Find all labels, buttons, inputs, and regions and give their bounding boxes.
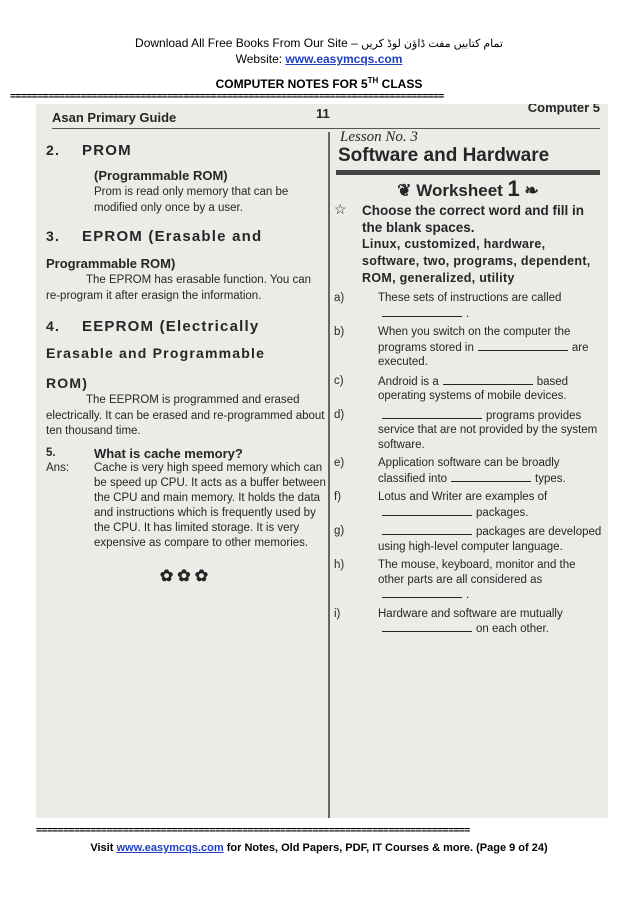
question-text-after: packages. bbox=[476, 506, 529, 519]
eeprom-heading-cont2: ROM) bbox=[46, 375, 89, 391]
q5-text: What is cache memory? bbox=[94, 445, 243, 461]
question-text-after: . bbox=[466, 589, 470, 601]
question-text bbox=[378, 558, 604, 603]
prom-subheading: (Programmable ROM) bbox=[94, 168, 228, 183]
question-text-before: Lotus and Writer are examples of bbox=[378, 491, 548, 503]
right-column bbox=[332, 130, 604, 637]
question-text-before: The mouse, keyboard, monitor and the other parts are all considered as bbox=[378, 559, 576, 586]
header-website-line bbox=[0, 52, 638, 66]
cache-question bbox=[46, 446, 326, 461]
question-letter: g) bbox=[334, 525, 345, 537]
section-ornament: ✿✿✿ bbox=[159, 567, 213, 585]
question-letter: f) bbox=[334, 491, 342, 503]
scanned-page bbox=[36, 104, 608, 818]
question-text bbox=[378, 291, 604, 321]
footer bbox=[0, 842, 638, 854]
question-text bbox=[378, 374, 604, 404]
question-text bbox=[378, 408, 604, 453]
question-text-after: programs provides service that are not provided by the system software. bbox=[378, 409, 598, 451]
question-text bbox=[378, 524, 604, 554]
title-underline bbox=[336, 170, 600, 175]
answer-blank bbox=[382, 621, 472, 632]
question-item bbox=[332, 374, 604, 404]
question-item bbox=[332, 558, 604, 603]
answer-label: Ans: bbox=[46, 461, 70, 474]
question-letter: d) bbox=[334, 408, 345, 421]
footer-visit: Visit bbox=[90, 842, 114, 854]
question-text-after: are executed. bbox=[378, 341, 589, 368]
answer-text: Cache is very high speed memory which can be speed up CPU. It acts as a buffer between the CPU and main memory. It holds the data and instructions which is frequently used by the CPU. It has limited storage. It is very expensive as compare to other memories. bbox=[94, 461, 326, 549]
lesson-number: Lesson No. 3 bbox=[340, 129, 418, 145]
header-download-text: Download All Free Books From Our Site – bbox=[135, 36, 358, 50]
question-item bbox=[332, 524, 604, 554]
eeprom-heading-cont: Erasable and Programmable bbox=[46, 345, 266, 361]
question-text-before: These sets of instructions are called bbox=[378, 292, 562, 304]
left-column bbox=[46, 140, 326, 584]
question-text-before: Android is a bbox=[378, 375, 439, 388]
footer-link[interactable]: www.easymcqs.com bbox=[116, 842, 224, 854]
answer-blank bbox=[443, 374, 533, 385]
word-bank bbox=[332, 236, 604, 287]
answer-blank bbox=[382, 587, 462, 598]
question-text-after: . bbox=[466, 307, 470, 320]
header-download-line bbox=[0, 36, 638, 50]
footer-text: for Notes, Old Papers, PDF, IT Courses & more. (Page 9 of 24) bbox=[226, 842, 548, 854]
website-link[interactable]: www.easymcqs.com bbox=[285, 52, 403, 66]
website-label: Website: bbox=[235, 52, 283, 66]
question-text bbox=[378, 490, 604, 520]
question-text-after: on each other. bbox=[476, 623, 549, 635]
question-letter: i) bbox=[334, 607, 341, 620]
answer-blank bbox=[382, 505, 472, 516]
question-text-after: types. bbox=[535, 472, 566, 485]
bottom-rule: ================================================================================ bbox=[36, 826, 470, 836]
title-superscript: TH bbox=[367, 76, 379, 85]
question-text-after: based operating systems of mobile devices. bbox=[378, 375, 569, 402]
question-item bbox=[332, 490, 604, 520]
prom-body: Prom is read only memory that can be modified only once by a user. bbox=[94, 186, 289, 214]
star-icon: ☆ bbox=[334, 201, 347, 217]
question-letter: a) bbox=[334, 292, 345, 304]
worksheet-number: 1 bbox=[507, 176, 520, 201]
book-title: Asan Primary Guide bbox=[52, 110, 177, 125]
question-letter: e) bbox=[334, 457, 345, 469]
eeprom-heading: 4. EEPROM (Electrically bbox=[46, 318, 260, 335]
answer-blank bbox=[382, 524, 472, 535]
question-list bbox=[332, 291, 604, 637]
question-text bbox=[378, 607, 604, 637]
worksheet-label: Worksheet bbox=[416, 181, 503, 200]
q5-number: 5. bbox=[46, 446, 56, 459]
question-text-before: Hardware and software are mutually bbox=[378, 607, 563, 620]
lesson-title: Software and Hardware bbox=[338, 145, 550, 166]
question-item bbox=[332, 607, 604, 637]
header-urdu-text: تمام کتابیں مفت ڈاؤن لوڈ کریں bbox=[361, 38, 503, 50]
question-item bbox=[332, 408, 604, 453]
answer-blank bbox=[478, 340, 568, 351]
task-instruction bbox=[332, 202, 604, 236]
question-text-after: packages are developed using high-level computer language. bbox=[378, 526, 602, 553]
book-header bbox=[52, 106, 600, 129]
eprom-heading: 3. EPROM (Erasable and bbox=[46, 228, 263, 245]
question-text-before: Application software can be broadly classified into bbox=[378, 457, 560, 485]
answer-blank bbox=[382, 408, 482, 419]
question-letter: h) bbox=[334, 559, 345, 571]
eeprom-body: The EEPROM is programmed and erased electrically. It can be erased and re-programmed about ten thousand time. bbox=[46, 394, 325, 437]
document-title bbox=[0, 76, 638, 91]
question-item bbox=[332, 456, 604, 486]
prom-heading: 2. PROM bbox=[46, 142, 132, 159]
task-text: Choose the correct word and fill in the blank spaces. bbox=[362, 203, 585, 235]
question-letter: b) bbox=[334, 326, 345, 338]
word-bank-text: Linux, customized, hardware, software, two, programs, dependent, ROM, generalized, utility bbox=[362, 237, 591, 285]
title-class: CLASS bbox=[381, 77, 423, 91]
top-rule: ================================================================================ bbox=[10, 92, 444, 102]
title-main: COMPUTER NOTES FOR 5 bbox=[215, 77, 368, 91]
question-text bbox=[378, 325, 604, 370]
question-item bbox=[332, 291, 604, 321]
answer-blank bbox=[451, 471, 531, 482]
answer-blank bbox=[382, 306, 462, 317]
question-text-before: When you switch on the computer the programs stored in bbox=[378, 326, 571, 354]
column-divider bbox=[328, 132, 330, 818]
question-letter: c) bbox=[334, 374, 344, 387]
question-text bbox=[378, 456, 604, 486]
eprom-heading-cont: Programmable ROM) bbox=[46, 256, 176, 271]
worksheet-heading: ❦ Worksheet 1 ❧ bbox=[397, 176, 539, 201]
book-subject: Computer 5 bbox=[527, 104, 600, 115]
eprom-body: The EPROM has erasable function. You can re-program it after erasign the information. bbox=[46, 274, 312, 302]
cache-answer bbox=[46, 461, 326, 551]
question-item bbox=[332, 325, 604, 370]
book-page-number: 11 bbox=[316, 106, 330, 121]
